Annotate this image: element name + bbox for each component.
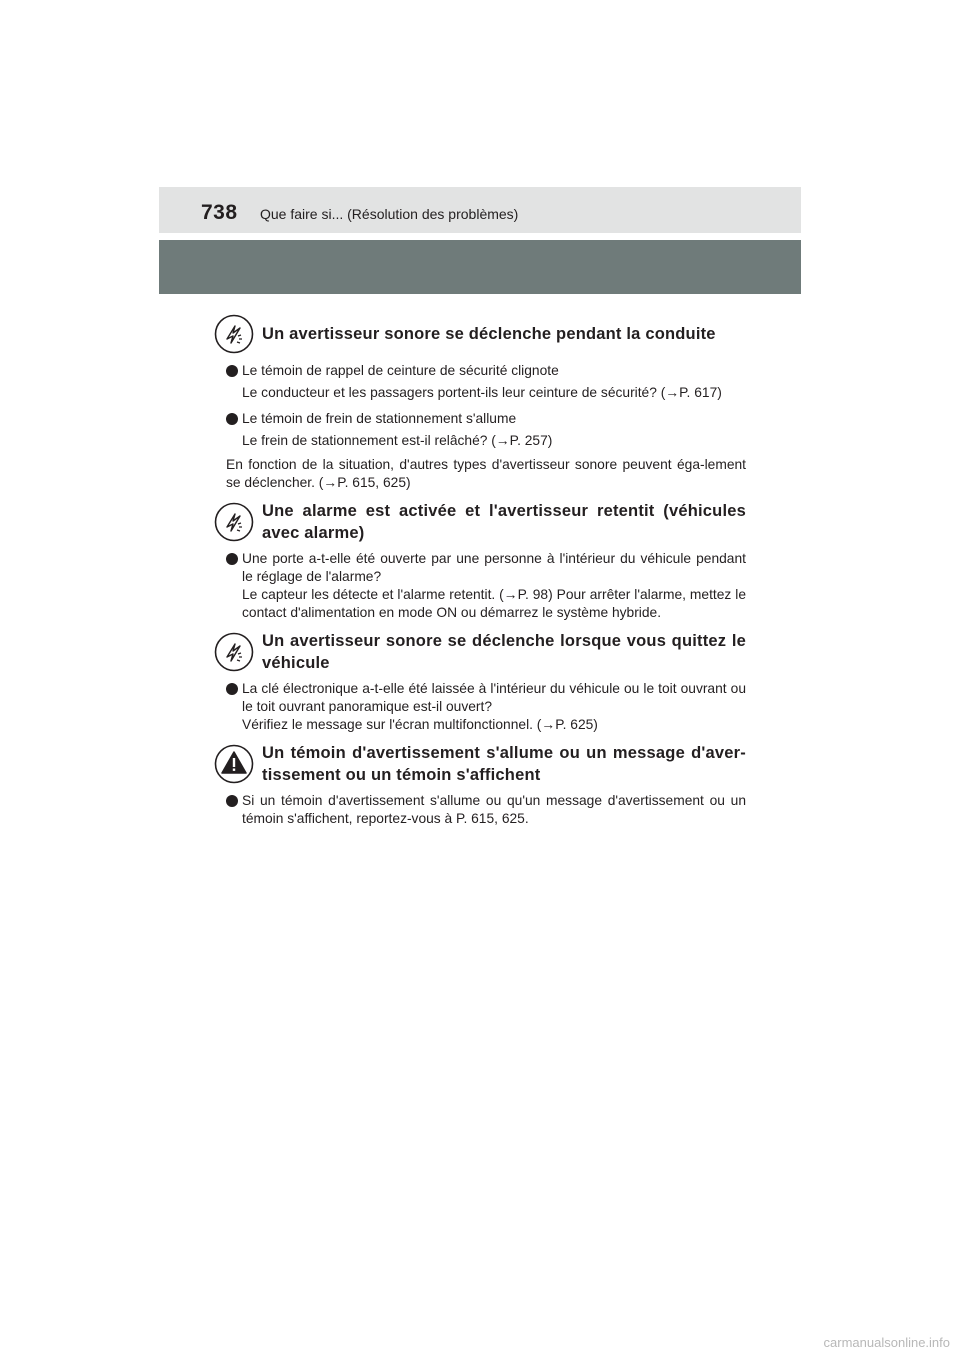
- bullet: [226, 413, 238, 425]
- items: [214, 550, 746, 622]
- bullet: [226, 365, 238, 377]
- item-main: Si un témoin d'avertissement s'allume ou qu'un message d'avertissement ou un témoin s'affichent, reportez-vous à P. 615, 625.: [242, 793, 746, 826]
- block-title: Une alarme est activée et l'avertisseur retentit (véhicules avec alarme): [262, 502, 746, 542]
- item-sub: Le conducteur et les passagers portent-ils leur ceinture de sécurité? (→P. 617): [242, 385, 722, 400]
- items: [214, 362, 746, 450]
- block-beep-while-driving: [214, 312, 746, 492]
- sound-warning-icon: [214, 314, 254, 354]
- block-beep-leaving-vehicle: [214, 630, 746, 734]
- list-item: [214, 362, 746, 402]
- block-head: [214, 312, 746, 356]
- list-item: [214, 680, 746, 734]
- block-head: [214, 742, 746, 786]
- block-title: Un témoin d'avertissement s'allume ou un message d'aver-tissement ou un témoin s'affichent: [262, 744, 746, 784]
- chapter-band: [159, 240, 801, 294]
- item-main: Une porte a-t-elle été ouverte par une personne à l'intérieur du véhicule pendant le réglage de l'alarme?: [242, 551, 746, 584]
- list-item: [214, 410, 746, 450]
- page-number: 738: [201, 201, 238, 224]
- block-note: En fonction de la situation, d'autres types d'avertisseur sonore peuvent éga-lement se déclencher. (→P. 615, 625): [226, 457, 746, 490]
- block-alarm-activated: [214, 500, 746, 622]
- item-main: Le témoin de frein de stationnement s'allume: [242, 411, 517, 426]
- items: [214, 792, 746, 828]
- watermark: carmanualsonline.info: [823, 1335, 950, 1350]
- caution-triangle-icon: [214, 744, 254, 784]
- block-head: [214, 500, 746, 544]
- items: [214, 680, 746, 734]
- list-item: [214, 792, 746, 828]
- bullet: [226, 683, 238, 695]
- bullet: [226, 795, 238, 807]
- block-title: Un avertisseur sonore se déclenche lorsque vous quittez le véhicule: [262, 632, 746, 672]
- item-sub: Vérifiez le message sur l'écran multifonctionnel. (→P. 625): [242, 717, 598, 732]
- content: [214, 312, 746, 836]
- block-warning-light: [214, 742, 746, 828]
- list-item: [214, 550, 746, 622]
- item-main: Le témoin de rappel de ceinture de sécurité clignote: [242, 363, 559, 378]
- block-title: Un avertisseur sonore se déclenche pendant la conduite: [262, 325, 716, 343]
- sound-warning-icon: [214, 632, 254, 672]
- item-sub: Le frein de stationnement est-il relâché? (→P. 257): [242, 433, 553, 448]
- item-sub: Le capteur les détecte et l'alarme retentit. (→P. 98) Pour arrêter l'alarme, mettez le contact d'alimentation en mode ON ou démarrez le système hybride.: [242, 587, 746, 620]
- block-head: [214, 630, 746, 674]
- item-main: La clé électronique a-t-elle été laissée à l'intérieur du véhicule ou le toit ouvrant ou le toit ouvrant panoramique est-il ouvert?: [242, 681, 746, 714]
- sound-warning-icon: [214, 502, 254, 542]
- section-title: Que faire si... (Résolution des problèmes): [260, 206, 519, 222]
- bullet: [226, 553, 238, 565]
